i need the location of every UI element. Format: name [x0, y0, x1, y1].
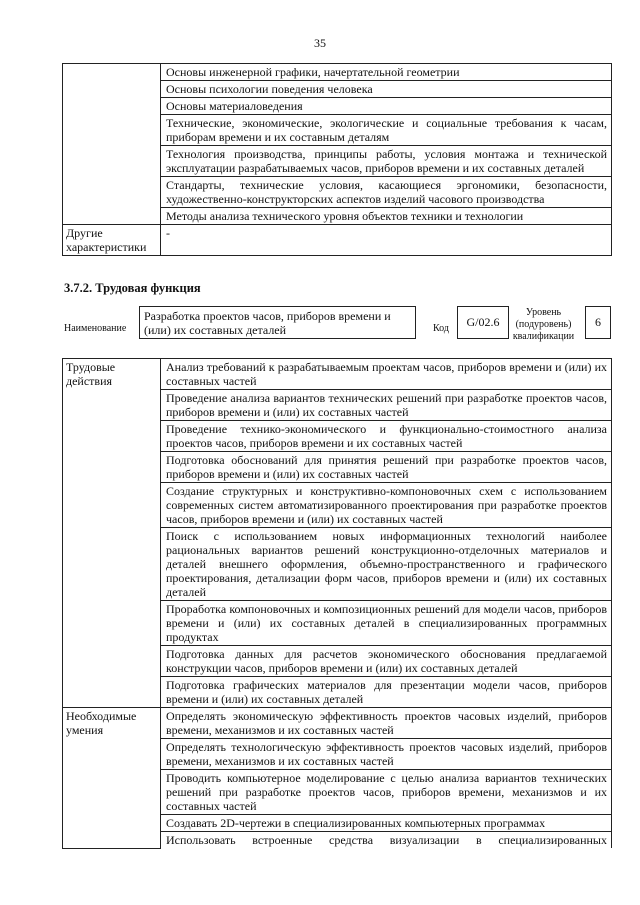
table-row [63, 359, 612, 390]
knowledge-item: Основы психологии поведения человека [161, 81, 612, 98]
labor-action-item: Подготовка графических материалов для презентации модели часов, приборов времени и (или) их составных деталей [161, 677, 612, 708]
other-characteristics-label: Другие характеристики [63, 225, 161, 256]
labor-action-item: Проведение технико-экономического и функционально-стоимостного анализа проектов часов, приборов времени и их составных частей [161, 421, 612, 452]
section-title: 3.7.2. Трудовая функция [64, 281, 201, 295]
labor-action-item: Подготовка обоснований для принятия решений при разработке проектов часов, приборов времени и (или) их составных частей [161, 452, 612, 483]
other-characteristics-value: - [161, 225, 612, 256]
knowledge-item: Технология производства, принципы работы, условия монтажа и технической эксплуатации разрабатываемых часов, приборов времени и их составных деталей [161, 146, 612, 177]
knowledge-item: Технические, экономические, экологические и социальные требования к часам, приборам времени и их составным деталям [161, 115, 612, 146]
labor-action-item: Подготовка данных для расчетов экономического обоснования предлагаемой конструкции часов, приборов времени и (или) их составных деталей [161, 646, 612, 677]
qualification-level-label: Уровень (подуровень) квалификации [512, 307, 575, 342]
knowledge-table [62, 63, 612, 256]
required-skills-label: Необходимые умения [63, 708, 161, 849]
name-label: Наименование [64, 323, 127, 334]
skill-item: Определять технологическую эффективность проектов часовых изделий, приборов времени, механизмов и их составных частей [161, 739, 612, 770]
table-row [63, 708, 612, 739]
labor-actions-label: Трудовые действия [63, 359, 161, 708]
table-row [63, 64, 612, 81]
labor-action-item: Проработка компоновочных и композиционных решений для модели часов, приборов времени и (или) их составных деталей в специализированных программных продуктах [161, 601, 612, 646]
page-number: 35 [314, 36, 326, 50]
code-label: Код [433, 323, 449, 334]
name-value: Разработка проектов часов, приборов времени и (или) их составных деталей [139, 306, 416, 339]
empty-label-cell [63, 64, 161, 225]
skill-item: Проводить компьютерное моделирование с целью анализа вариантов технических решений при разработке проектов часов, приборов времени, механизмов и их составных частей [161, 770, 612, 815]
function-table [62, 358, 612, 849]
labor-action-item: Создание структурных и конструктивно-компоновочных схем с использованием современных систем автоматизированного проектирования при разработке проектов часов, приборов времени и (или) их составных частей [161, 483, 612, 528]
skill-item: Использовать встроенные средства визуализации в специализированных [161, 832, 612, 849]
skill-item: Определять экономическую эффективность проектов часовых изделий, приборов времени, механизмов и их составных частей [161, 708, 612, 739]
knowledge-item: Основы материаловедения [161, 98, 612, 115]
knowledge-item: Стандарты, технические условия, касающиеся эргономики, безопасности, художественно-конструкторских аспектов изделий часового производства [161, 177, 612, 208]
qualification-level-value: 6 [585, 306, 611, 339]
knowledge-item: Методы анализа технического уровня объектов техники и технологии [161, 208, 612, 225]
table-row [63, 225, 612, 256]
labor-action-item: Поиск с использованием новых информационных технологий наиболее рациональных вариантов решений конструкционно-отделочных материалов и деталей внешнего оформления, объемно-пространственного и графического проектирования, детализации форм часов, приборов времени и (или) их составных деталей [161, 528, 612, 601]
skill-item: Создавать 2D-чертежи в специализированных компьютерных программах [161, 815, 612, 832]
knowledge-item: Основы инженерной графики, начертательной геометрии [161, 64, 612, 81]
labor-action-item: Анализ требований к разрабатываемым проектам часов, приборов времени и (или) их составных частей [161, 359, 612, 390]
code-value: G/02.6 [457, 306, 509, 339]
labor-action-item: Проведение анализа вариантов технических решений при разработке проектов часов, приборов времени и (или) их составных частей [161, 390, 612, 421]
